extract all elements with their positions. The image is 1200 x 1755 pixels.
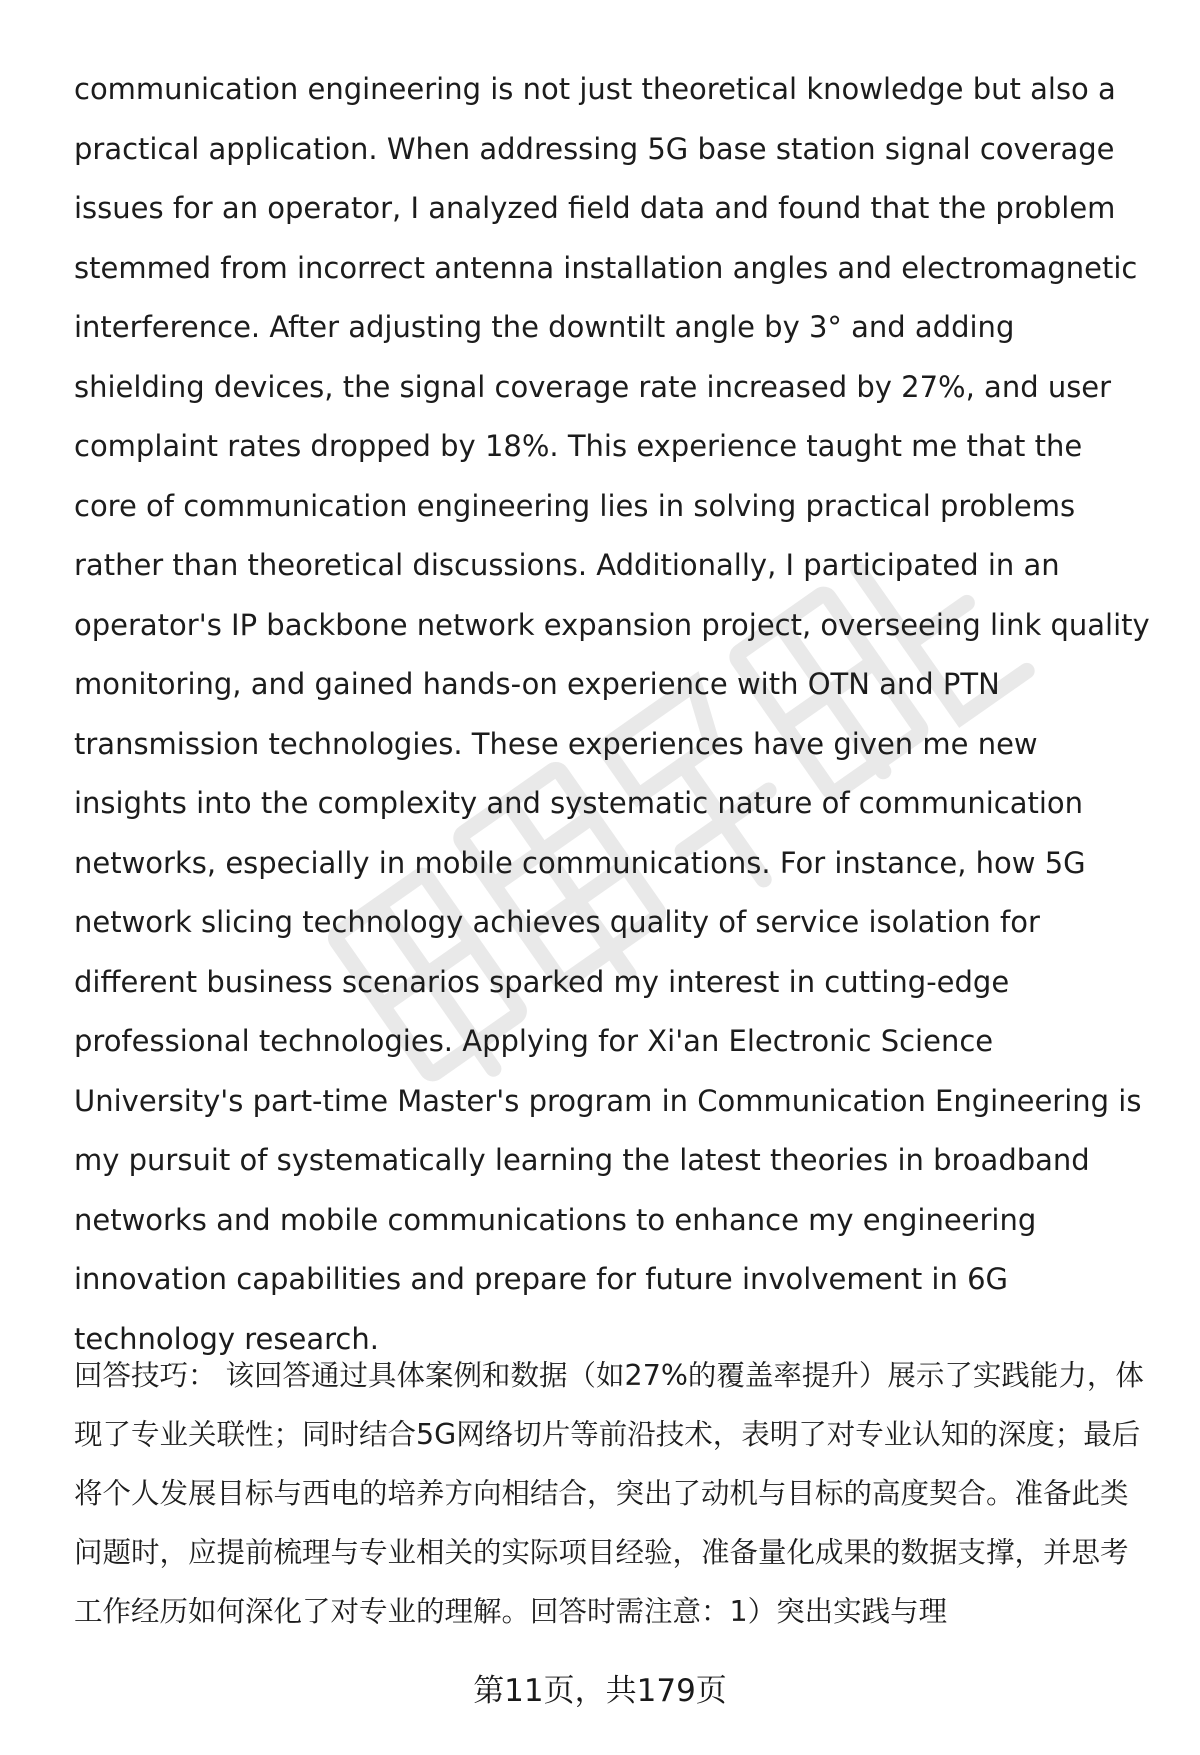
page-number-footer: 第11页，共179页 [473, 1673, 727, 1709]
body-paragraph: communication engineering is not just theoretical knowledge but also a practical application. When addressing 5G base station signal coverage issues for an operator, I analyzed field data and found that the problem stemmed from incorrect antenna installation angles and electromagnetic interference. After adjusting the downtilt angle by 3° and adding shielding devices, the signal coverage rate increased by 27%, and user complaint rates dropped by 18%. This experience taught me that the core of communication engineering lies in solving practical problems rather than theoretical discussions. Additionally, I participated in an operator's IP backbone network expansion project, overseeing link quality monitoring, and gained hands-on experience with OTN and PTN transmission technologies. These experiences have given me new insights into the complexity and systematic nature of communication networks, especially in mobile communications. For instance, how 5G network slicing technology achieves quality of service isolation for different business scenarios sparked my interest in cutting-edge professional technologies. Applying for Xi'an Electronic Science University's part-time Master's program in Communication Engineering is my pursuit of systematically learning the latest theories in broadband networks and mobile communications to enhance my engineering innovation capabilities and prepare for future involvement in 6G technology research. [74, 72, 1150, 1356]
answer-tips-paragraph: 回答技巧： 该回答通过具体案例和数据（如27%的覆盖率提升）展示了实践能力，体现了专业关联性；同时结合5G网络切片等前沿技术，表明了对专业认知的深度；最后将个人发展目标与西电的培养方向相结合，突出了动机与目标的高度契合。准备此类问题时，应提前梳理与专业相关的实际项目经验，准备量化成果的数据支撑，并思考工作经历如何深化了对专业的理解。回答时需注意：1）突出实践与理 [74, 1359, 1144, 1628]
